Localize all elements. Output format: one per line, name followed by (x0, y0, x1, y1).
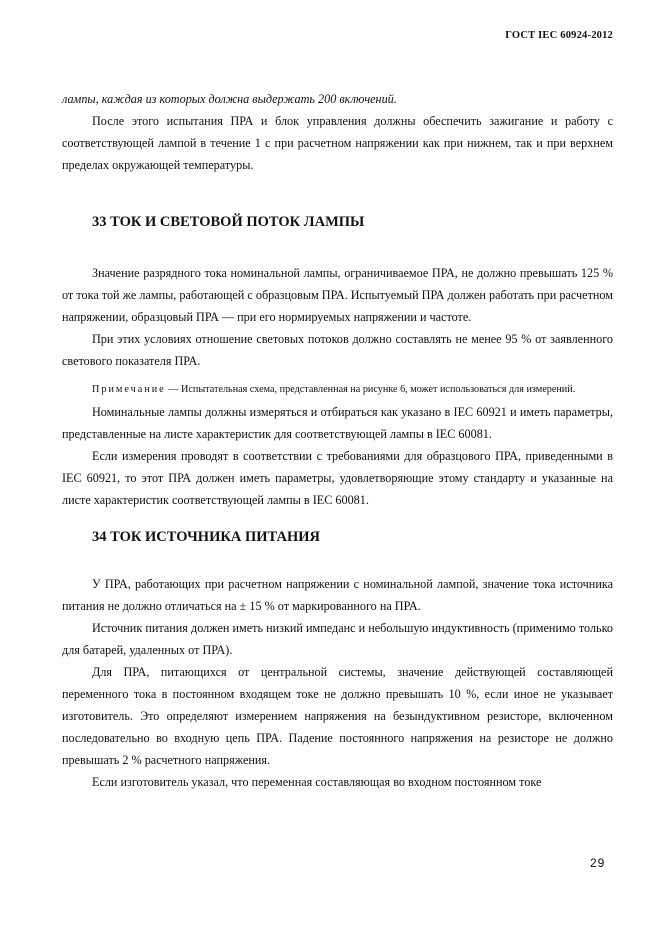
spacer (62, 372, 613, 382)
page-body (62, 88, 613, 793)
paragraph: Номинальные лампы должны измеряться и отбираться как указано в IEC 60921 и иметь параметры, представленные на листе характеристик для соответствующей лампы в IEC 60081. (62, 405, 613, 441)
note-label: Примечание (92, 384, 166, 395)
paragraph: У ПРА, работающих при расчетном напряжении с номинальной лампой, значение тока источника питания не должно отличаться на ± 15 % от маркированного на ПРА. (62, 577, 613, 613)
note (62, 382, 613, 397)
paragraph: Если изготовитель указал, что переменная составляющая во входном постоянном токе (92, 775, 542, 789)
paragraph: При этих условиях отношение световых потоков должно составлять не менее 95 % от заявленного светового показателя ПРА. (62, 332, 613, 368)
paragraph: Значение разрядного тока номинальной лампы, ограничиваемое ПРА, не должно превышать 125 % от тока той же лампы, работающей с образцовым ПРА. Испытуемый ПРА должен работать при расчетном напряжении, образцовый ПРА — при его нормируемых напряжении и частоте. (62, 266, 613, 324)
paragraph: Для ПРА, питающихся от центральной системы, значение действующей составляющей переменного тока в постоянном входящем токе не должно превышать 10 %, если иное не указывает изготовитель. Это определяют измерением напряжения на безындуктивном резисторе, включенном последовательно во входную цепь ПРА. Падение постоянного напряжения на резисторе не должно превышать 2 % расчетного напряжения. (62, 665, 613, 767)
note-text: — Испытательная схема, представленная на рисунке 6, может использоваться для измерений. (165, 384, 576, 395)
page-number: 29 (590, 856, 606, 870)
paragraph: Источник питания должен иметь низкий импеданс и небольшую индуктивность (применимо только для батарей, удаленных от ПРА). (62, 621, 613, 657)
paragraph: После этого испытания ПРА и блок управления должны обеспечить зажигание и работу с соответствующей лампой в течение 1 с при расчетном напряжении как при нижнем, так и при верхнем пределах окружающей температуры. (62, 114, 613, 172)
section-33-heading: 33 ТОК И СВЕТОВОЙ ПОТОК ЛАМПЫ (92, 214, 365, 230)
paragraph-continuation: лампы, каждая из которых должна выдержать 200 включений. (62, 92, 397, 106)
paragraph: Если измерения проводят в соответствии с требованиями для образцового ПРА, приведенными в IEC 60921, то этот ПРА должен иметь параметры, удовлетворяющие этому стандарту и указанные на листе характеристик соответствующей лампы в IEC 60081. (62, 449, 613, 507)
document-code-header: ГОСТ IEC 60924-2012 (505, 30, 613, 41)
section-34-heading: 34 ТОК ИСТОЧНИКА ПИТАНИЯ (92, 529, 320, 545)
